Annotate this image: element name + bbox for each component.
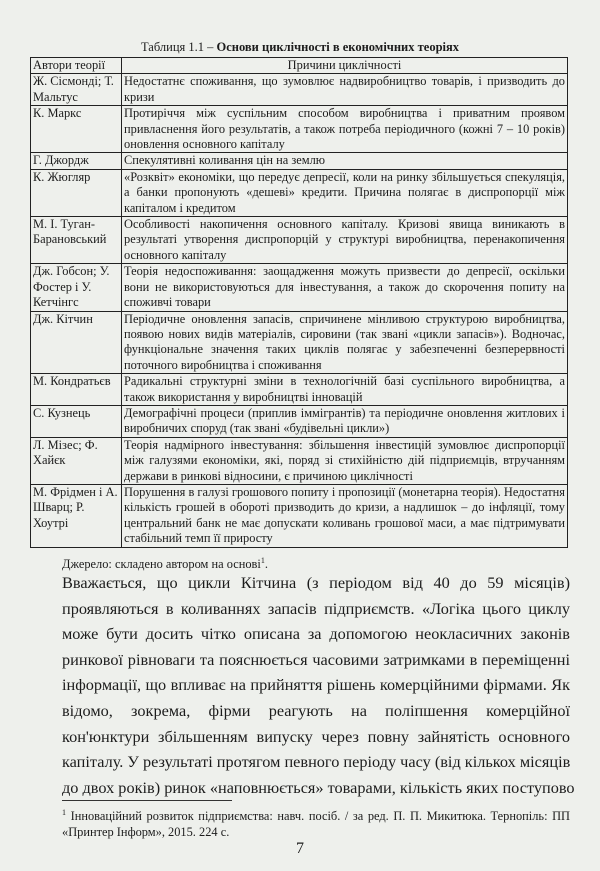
body-paragraph [62, 570, 575, 800]
header-causes: Причини циклічності [122, 58, 568, 74]
cause-cell: Недостатнє споживання, що зумовлює надвиробництво товарів, і призводить до кризи [122, 74, 568, 106]
author-cell: Л. Мізес; Ф. Хайєк [31, 437, 122, 484]
author-cell: Ж. Сісмонді; Т. Мальтус [31, 74, 122, 106]
author-cell: Дж. Гобсон; У. Фостер і У. Кетчінгс [31, 264, 122, 311]
source-end: . [264, 557, 268, 572]
source-text: Джерело: складено автором на основі [62, 557, 261, 572]
table-row [31, 217, 568, 264]
header-authors: Автори теорії [31, 58, 122, 74]
table-row [31, 484, 568, 547]
table-header-row [31, 58, 568, 74]
table-row [31, 405, 568, 437]
author-cell: К. Маркс [31, 106, 122, 153]
body-line: кон'юнктури збільшенням випуску через повну зайнятість основного [62, 726, 570, 746]
cause-cell: Теорія надмірного інвестування: збільшення інвестицій зумовлює диспропорції між галузями економіки, які, поряд зі стихійністю дій підприємців, втручанням держави в ринкові відносини, є причиною циклічності [122, 437, 568, 484]
author-cell: К. Жюгляр [31, 169, 122, 216]
body-line: інформації, що впливає на прийняття рішень комерційними фірмами. Як [62, 675, 570, 695]
footnote-divider [62, 800, 232, 801]
table-row [31, 169, 568, 216]
cause-cell: Порушення в галузі грошового попиту і пропозиції (монетарна теорія). Недостатня кількість грошей в обороті призводить до кризи, а надлишок – до інфляції, тому центральний банк не має допускати коливань грошової маси, а має підтримувати стабільний темп її приросту [122, 484, 568, 547]
cause-cell: Періодичне оновлення запасів, спричинене мінливою структурою виробництва, появою нових видів матеріалів, сировини (так звані «цикли запасів»). Водночас, функціональне значення таких циклів полягає у забезпеченні безперервності поточного виробництва і споживання [122, 311, 568, 374]
body-line: Вважається, що цикли Кітчина (з періодом від 40 до 59 місяців) [62, 573, 570, 592]
table-row [31, 374, 568, 406]
cause-cell: «Розквіт» економіки, що передує депресії, коли на ринку збільшується спекуляція, а банки пропонують «дешеві» кредити. Причина полягає в диспропорції між капіталом і кредитом [122, 169, 568, 216]
author-cell: М. Кондратьєв [31, 374, 122, 406]
source-footnote-ref: 1 [260, 556, 265, 565]
body-line: проявляються в коливаннях запасів підприємств. «Логіка цього циклу [62, 598, 570, 618]
footnote-text: Інноваційний розвиток підприємства: навч. посіб. / за ред. П. П. Микитюка. Тернопіль: ПП «Принтер Інформ», 2015. 224 с. [62, 809, 570, 839]
author-cell: Г. Джордж [31, 153, 122, 169]
body-line: може бути досить чітко описана за допомогою неокласичних законів [62, 624, 570, 644]
table-row [31, 106, 568, 153]
cause-cell: Демографічні процеси (приплив іммігрантів) та періодичне оновлення житлових і виробничих споруд (так звані «будівельні цикли») [122, 405, 568, 437]
author-cell: Дж. Кітчин [31, 311, 122, 374]
table-row [31, 311, 568, 374]
table-row [31, 264, 568, 311]
table-row [31, 437, 568, 484]
table-row [31, 153, 568, 169]
author-cell: С. Кузнець [31, 405, 122, 437]
body-line: ринкової рівноваги та пояснюється часовими затримками в переміщенні [62, 649, 570, 669]
footnote-marker: 1 [62, 808, 66, 817]
cause-cell: Теорія недоспоживання: заощадження можуть призвести до депресії, оскільки вони не використовуються для інвестування, а також до скорочення попиту на споживчі товари [122, 264, 568, 311]
body-line: до двох років) ринок «наповнюється» товарами, кількість яких поступово [62, 777, 575, 797]
cyclicality-table [30, 57, 568, 548]
footnote [62, 805, 570, 840]
page-number: 7 [296, 840, 304, 857]
table-row [31, 74, 568, 106]
author-cell: М. Фрідмен і А. Шварц; Р. Хоутрі [31, 484, 122, 547]
cause-cell: Особливості накопичення основного капіталу. Кризові явища виникають в результаті утворення диспропорцій у структурі виробництва, перенакопичення основного капіталу [122, 217, 568, 264]
cause-cell: Протиріччя між суспільним способом виробництва і приватним проявом привласнення його результатів, а також потреба періодичного (кожні 7 – 10 років) оновлення основного капіталу [122, 106, 568, 153]
table-caption [0, 40, 600, 55]
cause-cell: Радикальні структурні зміни в технологічній базі суспільного виробництва, а також використання у виробництві інновацій [122, 374, 568, 406]
body-line: відомо, зокрема, фірми реагують на поліпшення комерційної [62, 700, 570, 720]
caption-prefix: Таблиця 1.1 – [140, 40, 217, 54]
body-line: капіталу. У результаті протягом певного періоду часу (від кількох місяців [62, 752, 571, 772]
cause-cell: Спекулятивні коливання цін на землю [122, 153, 568, 169]
caption-title: Основи циклічності в економічних теоріях [216, 40, 460, 54]
author-cell: М. І. Туган-Барановський [31, 217, 122, 264]
